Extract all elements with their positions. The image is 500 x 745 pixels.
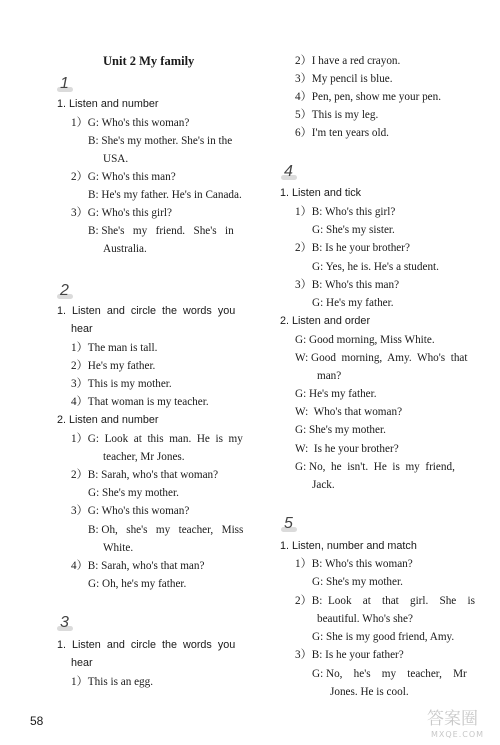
answer-line: 6）I'm ten years old. [295, 127, 389, 139]
dialogue-line: 1）G: Who's this woman? [71, 117, 190, 129]
answer-line: 3）My pencil is blue. [295, 73, 393, 85]
dialogue-line: G: She's my mother. [295, 424, 386, 436]
section-heading: hear [71, 323, 93, 335]
watermark-seal-icon [425, 700, 493, 740]
dialogue-line: G: She's my mother. [88, 487, 179, 499]
dialogue-line: Jones. He is cool. [330, 686, 409, 698]
dialogue-line: G: Yes, he is. He's a student. [312, 261, 439, 273]
dialogue-line: G: Good morning, Miss White. [295, 334, 435, 346]
section-heading: 1. Listen, number and match [280, 540, 417, 552]
section-badge-1: 1 [60, 75, 69, 92]
section-heading: 1. Listen and circle the words you [57, 305, 236, 317]
dialogue-line: 3）G: Who's this girl? [71, 207, 172, 219]
dialogue-line: 2）B: Look at that girl. She is [295, 595, 475, 607]
dialogue-line: W: Good morning, Amy. Who's that [295, 352, 468, 364]
dialogue-line: White. [103, 542, 134, 554]
dialogue-line: W: Is he your brother? [295, 443, 399, 455]
dialogue-line: G: He's my father. [312, 297, 394, 309]
dialogue-line: 2）G: Who's this man? [71, 171, 176, 183]
dialogue-line: G: No, he's my teacher, Mr [312, 668, 467, 680]
answer-line: 2）I have a red crayon. [295, 55, 401, 67]
section-heading: 2. Listen and number [57, 414, 159, 426]
dialogue-line: teacher, Mr Jones. [103, 451, 185, 463]
dialogue-line: 4）B: Sarah, who's that man? [71, 560, 205, 572]
section-heading: 1. Listen and circle the words you [57, 639, 236, 651]
dialogue-line: B: He's my father. He's in Canada. [88, 189, 242, 201]
dialogue-line: G: She's my sister. [312, 224, 395, 236]
dialogue-line: G: He's my father. [295, 388, 377, 400]
dialogue-line: man? [317, 370, 342, 382]
dialogue-line: G: She is my good friend, Amy. [312, 631, 455, 643]
section-badge-4: 4 [284, 163, 293, 180]
section-heading: 2. Listen and order [280, 315, 371, 327]
dialogue-line: 3）B: Is he your father? [295, 649, 404, 661]
section-heading: hear [71, 657, 93, 669]
answer-line: 1）The man is tall. [71, 342, 158, 354]
dialogue-line: G: No, he isn't. He is my friend, [295, 461, 455, 473]
section-heading: 1. Listen and tick [280, 187, 362, 199]
dialogue-line: Australia. [103, 243, 147, 255]
section-badge-3: 3 [60, 614, 69, 631]
page-number: 58 [30, 714, 44, 728]
dialogue-line: Jack. [312, 479, 335, 491]
answer-line: 1）This is an egg. [71, 676, 154, 688]
answer-line: 3）This is my mother. [71, 378, 172, 390]
dialogue-line: beautiful. Who's she? [317, 613, 413, 625]
answer-line: 2）He's my father. [71, 360, 156, 372]
dialogue-line: 3）B: Who's this man? [295, 279, 400, 291]
answer-line: 4）That woman is my teacher. [71, 396, 209, 408]
answer-line: 4）Pen, pen, show me your pen. [295, 91, 442, 103]
dialogue-line: W: Who's that woman? [295, 406, 403, 418]
dialogue-line: G: Oh, he's my father. [88, 578, 187, 590]
dialogue-line: USA. [103, 153, 129, 165]
dialogue-line: 1）G: Look at this man. He is my [71, 433, 243, 445]
section-badge-5: 5 [284, 515, 293, 532]
dialogue-line: 2）B: Sarah, who's that woman? [71, 469, 219, 481]
dialogue-line: G: She's my mother. [312, 576, 403, 588]
dialogue-line: 2）B: Is he your brother? [295, 242, 410, 254]
dialogue-line: 1）B: Who's this woman? [295, 558, 413, 570]
dialogue-line: 1）B: Who's this girl? [295, 206, 396, 218]
section-badge-2: 2 [60, 282, 69, 299]
dialogue-line: 3）G: Who's this woman? [71, 505, 190, 517]
watermark-logo [425, 700, 493, 740]
unit-title: Unit 2 My family [103, 54, 195, 68]
dialogue-line: B: She's my mother. She's in the [88, 135, 233, 147]
watermark-text: 答案圈 [427, 709, 478, 729]
watermark-url: MXQE.COM [431, 730, 485, 739]
section-heading: 1. Listen and number [57, 98, 159, 110]
answer-line: 5）This is my leg. [295, 109, 379, 121]
dialogue-line: B: Oh, she's my teacher, Miss [88, 524, 244, 536]
dialogue-line: B: She's my friend. She's in [88, 225, 234, 237]
